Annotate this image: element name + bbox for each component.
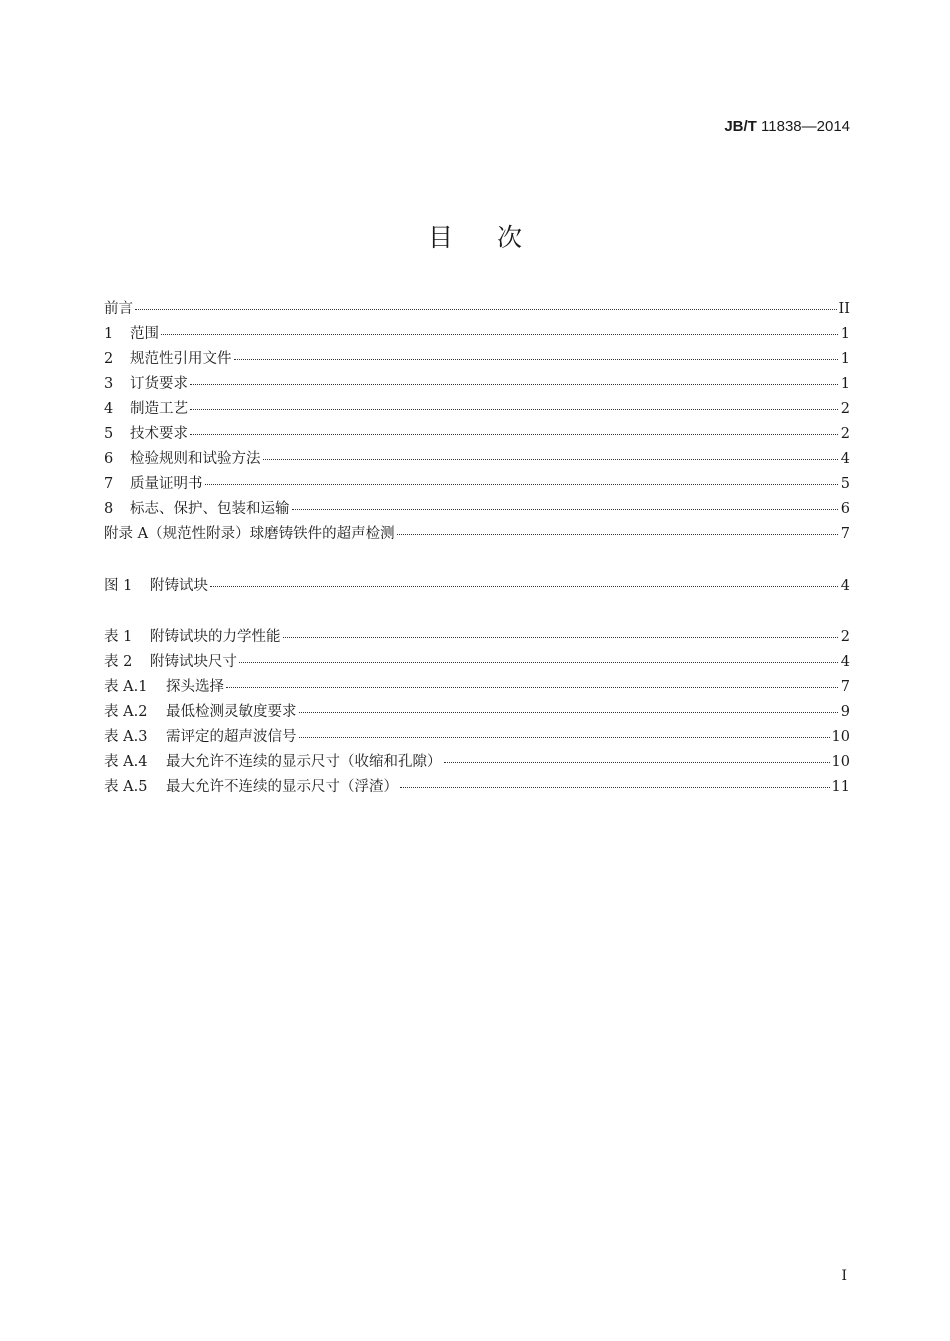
- leader-dots: [397, 534, 838, 535]
- toc-entry-page: 4: [840, 654, 850, 670]
- toc-entry-page: 2: [840, 629, 850, 645]
- toc-entry-table-a2[interactable]: [104, 700, 850, 725]
- toc-entry-number: 5: [104, 426, 114, 442]
- toc-entry-page: 4: [840, 578, 850, 594]
- toc-entry-page: 1: [840, 351, 850, 367]
- toc-entry-page: 9: [840, 704, 850, 720]
- toc-entry-label: 最大允许不连续的显示尺寸（浮渣）: [166, 779, 398, 795]
- toc-entry-table-a1[interactable]: [104, 675, 850, 700]
- toc-entry-foreword[interactable]: [104, 297, 850, 322]
- toc-entry-label: 质量证明书: [130, 476, 203, 492]
- toc-entry-page: 7: [840, 679, 850, 695]
- toc-entry-label: 附铸试块的力学性能: [150, 629, 281, 645]
- toc-entry-number: 表 A.5: [104, 779, 148, 795]
- toc-entry-number: 1: [104, 326, 114, 342]
- toc-entry-number: 表 A.1: [104, 679, 148, 695]
- toc-entry-number: 6: [104, 451, 114, 467]
- toc-tables: [104, 625, 850, 800]
- toc-entry-section-5[interactable]: [104, 422, 850, 447]
- toc-entry-label: 最低检测灵敏度要求: [166, 704, 297, 720]
- toc-entry-number: 7: [104, 476, 114, 492]
- toc-entry-page: 1: [840, 376, 850, 392]
- toc-entry-page: 4: [840, 451, 850, 467]
- toc-entry-section-6[interactable]: [104, 447, 850, 472]
- toc-entry-page: 10: [831, 754, 850, 770]
- leader-dots: [299, 737, 830, 738]
- toc-entry-label: 技术要求: [130, 426, 188, 442]
- leader-dots: [161, 334, 838, 335]
- toc-entry-table-1[interactable]: [104, 625, 850, 650]
- toc-entry-annex-a[interactable]: [104, 522, 850, 547]
- toc-entry-page: 7: [840, 526, 850, 542]
- toc-entry-page: 11: [831, 779, 850, 795]
- toc-figures: [104, 574, 850, 599]
- page-number: I: [841, 1268, 847, 1284]
- toc-entry-label: 规范性引用文件: [130, 351, 232, 367]
- leader-dots: [190, 384, 838, 385]
- toc-entry-number: 表 1: [104, 629, 133, 645]
- toc-entry-label: 制造工艺: [130, 401, 188, 417]
- leader-dots: [292, 509, 839, 510]
- toc-entry-number: 4: [104, 401, 114, 417]
- standard-number: 11838—2014: [761, 118, 850, 135]
- toc-entry-table-a4[interactable]: [104, 750, 850, 775]
- toc-entry-section-1[interactable]: [104, 322, 850, 347]
- leader-dots: [190, 434, 838, 435]
- leader-dots: [283, 637, 839, 638]
- toc-entry-section-3[interactable]: [104, 372, 850, 397]
- leader-dots: [444, 762, 830, 763]
- toc-entry-number: 图 1: [104, 578, 133, 594]
- toc-entry-number: 2: [104, 351, 114, 367]
- leader-dots: [226, 687, 838, 688]
- leader-dots: [299, 712, 839, 713]
- toc-entry-label: 范围: [130, 326, 159, 342]
- toc-entry-section-4[interactable]: [104, 397, 850, 422]
- toc-entry-label: 检验规则和试验方法: [130, 451, 261, 467]
- toc-entry-page: 2: [840, 401, 850, 417]
- toc-entry-section-7[interactable]: [104, 472, 850, 497]
- standard-prefix: JB/T: [724, 118, 757, 135]
- toc-entry-number: 3: [104, 376, 114, 392]
- toc-entry-number: 表 A.4: [104, 754, 148, 770]
- toc-entry-page: II: [838, 301, 850, 317]
- toc-entry-page: 5: [840, 476, 850, 492]
- toc-entry-number: 8: [104, 501, 114, 517]
- leader-dots: [210, 586, 838, 587]
- toc-entry-page: 1: [840, 326, 850, 342]
- leader-dots: [234, 359, 839, 360]
- toc-entry-label: 订货要求: [130, 376, 188, 392]
- toc-entry-number: 表 A.3: [104, 729, 148, 745]
- toc-entry-table-a3[interactable]: [104, 725, 850, 750]
- toc-entry-label: 探头选择: [166, 679, 224, 695]
- toc-entry-section-8[interactable]: [104, 497, 850, 522]
- leader-dots: [400, 787, 830, 788]
- toc-entry-label: 前言: [104, 301, 133, 317]
- toc-entry-label: 附铸试块尺寸: [150, 654, 237, 670]
- toc-entry-label: 附录 A（规范性附录）球磨铸铁件的超声检测: [104, 526, 395, 542]
- toc-entry-page: 6: [840, 501, 850, 517]
- toc-entry-number: 表 2: [104, 654, 133, 670]
- toc-sections: [104, 297, 850, 547]
- toc-entry-section-2[interactable]: [104, 347, 850, 372]
- leader-dots: [205, 484, 839, 485]
- toc-entry-page: 2: [840, 426, 850, 442]
- leader-dots: [190, 409, 838, 410]
- toc-entry-figure-1[interactable]: [104, 574, 850, 599]
- toc-entry-label: 附铸试块: [150, 578, 208, 594]
- toc-entry-table-2[interactable]: [104, 650, 850, 675]
- leader-dots: [263, 459, 839, 460]
- toc-entry-label: 最大允许不连续的显示尺寸（收缩和孔隙）: [166, 754, 442, 770]
- page-title: 目次: [427, 223, 566, 252]
- toc-entry-table-a5[interactable]: [104, 775, 850, 800]
- toc-entry-page: 10: [831, 729, 850, 745]
- standard-code: [724, 118, 850, 135]
- toc-entry-number: 表 A.2: [104, 704, 148, 720]
- toc-entry-label: 需评定的超声波信号: [166, 729, 297, 745]
- leader-dots: [135, 309, 837, 310]
- leader-dots: [239, 662, 838, 663]
- toc-entry-label: 标志、保护、包装和运输: [130, 501, 290, 517]
